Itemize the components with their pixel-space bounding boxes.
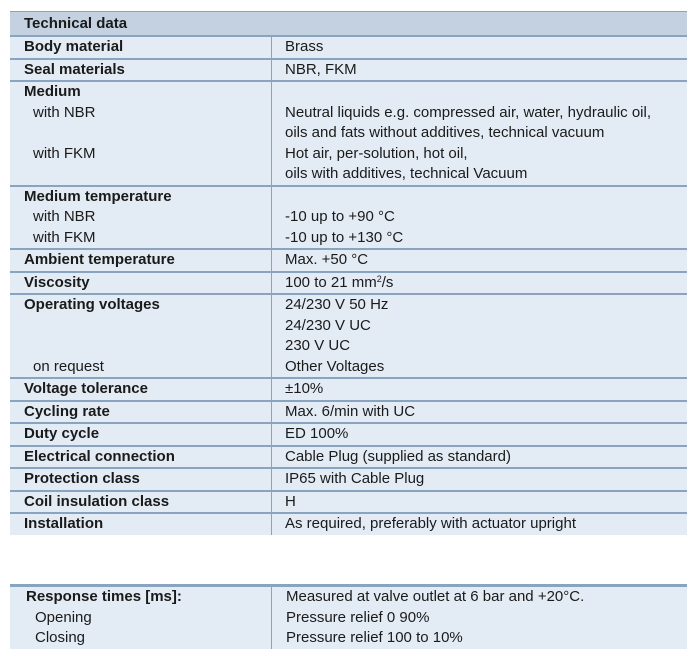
- row-voltage-tolerance: [10, 379, 687, 402]
- technical-data-table: [10, 11, 687, 535]
- body-material-label: Body material: [24, 38, 124, 55]
- row-installation: [10, 514, 687, 535]
- medium-fkm-label: with FKM: [33, 144, 96, 162]
- row-medium: [10, 82, 687, 187]
- cycling-rate-label: Cycling rate: [24, 402, 110, 420]
- body-material-value: Brass: [285, 38, 324, 55]
- medium-fkm-line1: Hot air, per-solution, hot oil,: [285, 144, 468, 162]
- row-body-material: [10, 37, 687, 60]
- row-protection-class: [10, 469, 687, 492]
- operating-voltage-2: 24/230 V UC: [285, 316, 371, 334]
- medium-label: Medium: [24, 83, 81, 100]
- coil-insulation-class-label: Coil insulation class: [24, 492, 170, 510]
- medium-temperature-nbr-value: -10 up to +90 °C: [285, 208, 395, 225]
- row-ambient-temperature: [10, 250, 687, 273]
- electrical-connection-value: Cable Plug (supplied as standard): [285, 447, 511, 465]
- opening-value: Pressure relief 0 90%: [286, 608, 430, 626]
- protection-class-label: Protection class: [24, 470, 140, 487]
- viscosity-value-main: 100 to 21 mm: [285, 273, 377, 291]
- row-operating-voltages: [10, 295, 687, 379]
- electrical-connection-label: Electrical connection: [24, 447, 175, 465]
- viscosity-value-tail: /s: [381, 273, 394, 291]
- row-seal-materials: [10, 60, 687, 83]
- closing-label: Closing: [35, 629, 86, 646]
- row-duty-cycle: [10, 424, 687, 447]
- viscosity-label: Viscosity: [24, 273, 90, 291]
- medium-temperature-fkm-label: with FKM: [33, 228, 96, 246]
- coil-insulation-class-value: H: [285, 492, 296, 510]
- voltage-tolerance-label: Voltage tolerance: [24, 380, 148, 397]
- installation-value: As required, preferably with actuator upright: [285, 515, 576, 532]
- ambient-temperature-value: Max. +50 °C: [285, 251, 369, 268]
- row-coil-insulation-class: [10, 492, 687, 515]
- installation-label: Installation: [24, 515, 104, 532]
- seal-materials-value: NBR, FKM: [285, 60, 357, 78]
- medium-temperature-label: Medium temperature: [24, 187, 172, 205]
- row-medium-temperature: [10, 187, 687, 251]
- row-cycling-rate: [10, 402, 687, 425]
- response-times-label: Response times [ms]:: [26, 588, 182, 605]
- seal-materials-label: Seal materials: [24, 60, 125, 78]
- table-title: Technical data: [10, 12, 687, 37]
- row-response-times: [10, 585, 687, 649]
- voltage-tolerance-value: ±10%: [285, 380, 324, 397]
- row-electrical-connection: [10, 447, 687, 470]
- response-times-note: Measured at valve outlet at 6 bar and +20°C.: [286, 588, 585, 605]
- protection-class-value: IP65 with Cable Plug: [285, 470, 425, 487]
- duty-cycle-value: ED 100%: [285, 425, 349, 442]
- viscosity-value-sup: 2: [376, 273, 382, 284]
- operating-voltage-3: 230 V UC: [285, 337, 351, 354]
- medium-nbr-line1: Neutral liquids e.g. compressed air, water, hydraulic oil,: [285, 103, 652, 121]
- cycling-rate-value: Max. 6/min with UC: [285, 402, 416, 420]
- opening-label: Opening: [35, 608, 92, 626]
- medium-fkm-line2: oils with additives, technical Vacuum: [285, 165, 528, 182]
- viscosity-value: [285, 273, 687, 294]
- medium-temperature-nbr-label: with NBR: [33, 208, 96, 225]
- operating-voltages-label: Operating voltages: [24, 296, 160, 313]
- operating-voltages-request-label: on request: [33, 357, 104, 375]
- duty-cycle-label: Duty cycle: [24, 425, 100, 442]
- operating-voltages-request-value: Other Voltages: [285, 357, 385, 375]
- response-times-table: [10, 584, 687, 649]
- medium-temperature-fkm-value: -10 up to +130 °C: [285, 228, 404, 246]
- closing-value: Pressure relief 100 to 10%: [286, 629, 463, 646]
- medium-nbr-label: with NBR: [33, 103, 96, 121]
- row-viscosity: [10, 273, 687, 296]
- ambient-temperature-label: Ambient temperature: [24, 251, 175, 268]
- medium-nbr-line2: oils and fats without additives, technical vacuum: [285, 124, 605, 141]
- operating-voltage-1: 24/230 V 50 Hz: [285, 296, 389, 313]
